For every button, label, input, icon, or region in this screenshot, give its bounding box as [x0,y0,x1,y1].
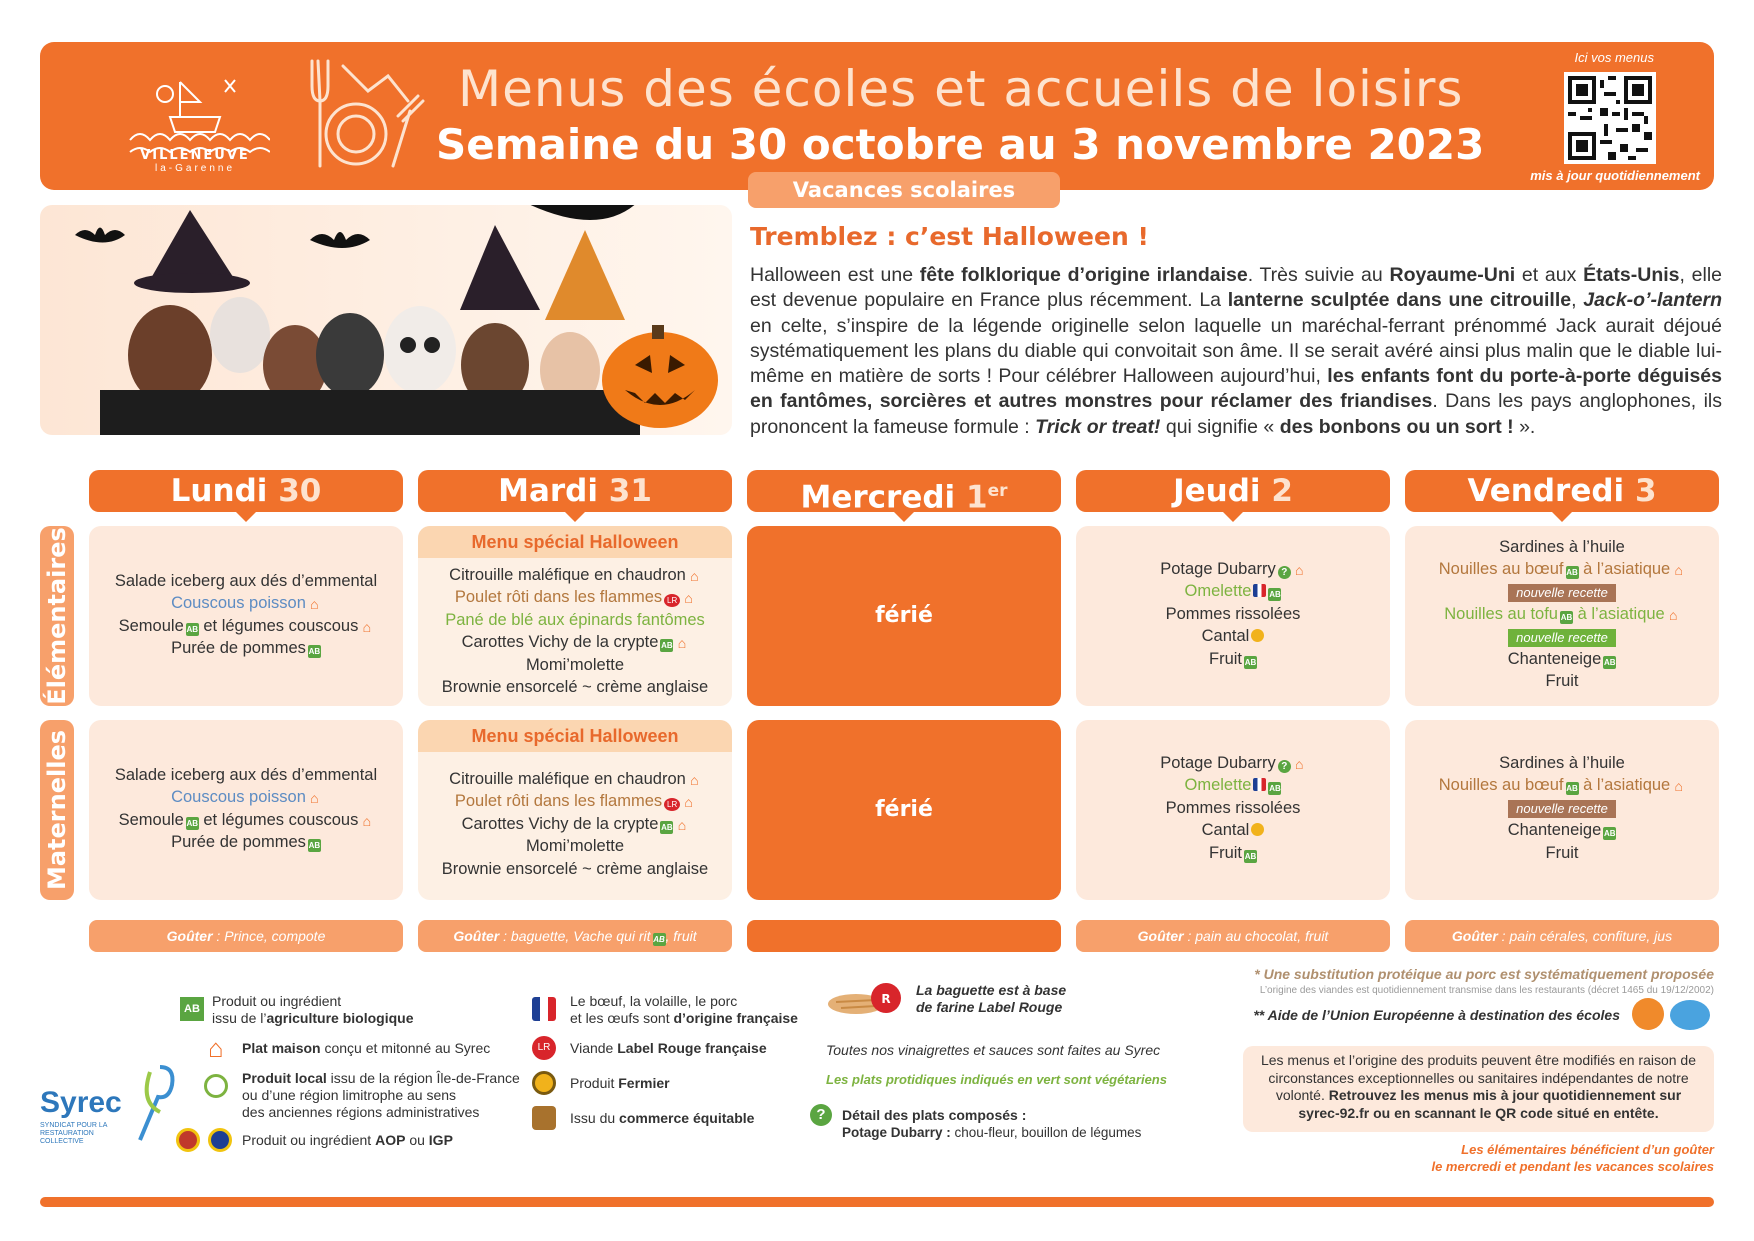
gouter-lundi: Goûter : Prince, compote [89,920,403,952]
legend-aop: Produit ou ingrédient AOP ou IGP [242,1132,453,1149]
plat-maison-icon: ⌂ [1669,607,1678,624]
legend-local: Produit local issu de la région Île-de-France ou d’une région limitrophe au sens des anciennes régions administratives [242,1070,520,1121]
question-icon: ? [810,1104,832,1126]
legend-baguette: La baguette est à base de farine Label Rouge [916,982,1067,1015]
menu-item: Couscous poisson ⌂ [89,592,403,614]
new-recipe-row [1405,626,1719,648]
utensils-icon [298,56,438,176]
menu-item: Citrouille maléfique en chaudron ⌂ [418,564,732,586]
menu-item: Potage Dubarry ? ⌂ [1076,558,1390,580]
menu-item: Sardines à l’huile [1499,538,1625,556]
fermier-icon [1251,823,1264,836]
menu-item: Omelette AB [1184,776,1281,795]
logo-text-group [120,62,270,192]
menu-item: Carottes Vichy de la crypte AB ⌂ [418,631,732,653]
menu-cell-mardi-mat [418,720,732,900]
legend-fermier: Produit Fermier [570,1075,670,1092]
question-icon: ? [1278,566,1291,579]
menu-cell-mercredi-elem: férié [747,526,1061,706]
day-tab-mardi: Mardi 31 [418,470,732,512]
qr-caption-top: Ici vos menus [1574,50,1654,65]
fermier-icon [1251,629,1264,642]
page-subtitle: Semaine du 30 octobre au 3 novembre 2023 [436,120,1485,169]
halloween-children-photo [40,205,732,435]
plat-maison-icon: ⌂ [690,772,699,788]
gouter-mardi: Goûter : baguette, Vache qui rit AB, fruit [418,920,732,952]
plat-maison-icon: ⌂ [1674,562,1683,579]
bio-icon: AB [661,822,673,832]
fermier-icon [532,1071,556,1095]
footer-bar [40,1197,1714,1207]
menu-item: Semoule AB et légumes couscous ⌂ [89,615,403,637]
menu-item: Purée de pommes AB [171,833,321,852]
syrec-name: Syrec [40,1086,122,1119]
plat-maison-icon: ⌂ [362,812,372,829]
menu-item: Nouilles au bœuf AB à l’asiatique ⌂ [1405,774,1719,796]
gouter-mercredi [747,920,1061,952]
bio-icon: AB [308,841,321,851]
syrec-sub: SYNDICAT POUR LA RESTAURATION COLLECTIVE [40,1122,108,1145]
menu-cell-mardi-elem [418,526,732,706]
menu-item: Nouilles au bœuf AB à l’asiatique ⌂ [1405,558,1719,580]
menu-item: Poulet rôti dans les flammes LR ⌂ [418,790,732,812]
menu-item: Citrouille maléfique en chaudron ⌂ [418,768,732,790]
menu-item: Couscous poisson ⌂ [89,786,403,808]
menu-cell-lundi-elem [89,526,403,706]
bio-icon: AB [1244,657,1257,667]
new-recipe-row [1405,797,1719,819]
menu-item: Chanteneige AB [1507,650,1616,669]
menu-item: Cantal [1076,625,1390,647]
gouter-vendredi: Goûter : pain cérales, confiture, jus [1405,920,1719,952]
menu-cell-jeudi-elem [1076,526,1390,706]
menu-item: Fruit AB [1209,843,1257,862]
origine-france-icon [1253,584,1266,597]
plat-maison-icon: ⌂ [690,568,699,584]
menu-item: Pané de blé aux épinards fantômes [445,610,705,629]
special-menu-header: Menu spécial Halloween [418,720,732,752]
bio-icon: AB [308,647,321,657]
bio-icon: AB [661,641,673,651]
qr-code[interactable] [1564,72,1656,164]
legend-vinaigrettes: Toutes nos vinaigrettes et sauces sont faites au Syrec [826,1042,1161,1058]
label-rouge-icon: LR [532,1036,556,1060]
menu-item: Carottes Vichy de la crypte AB ⌂ [418,813,732,835]
menu-item: Poulet rôti dans les flammes LR ⌂ [418,586,732,608]
page-title: Menus des écoles et accueils de loisirs [458,60,1464,118]
bio-icon: AB [186,624,199,634]
new-recipe-badge: nouvelle recette [1508,800,1616,818]
plat-maison-icon: ⌂ [1295,562,1304,578]
menu-item: Pommes rissolées [1165,604,1301,623]
menu-item: Sardines à l’huile [1499,754,1625,772]
menu-item: Brownie ensorcelé ~ crème anglaise [441,678,709,697]
menu-item: Momi’molette [525,837,625,856]
gouter-jeudi: Goûter : pain au chocolat, fruit [1076,920,1390,952]
bio-icon: AB [1566,568,1578,578]
plat-maison-icon: ⌂ [1674,778,1683,795]
logo-name: VILLENEUVE [140,148,250,163]
menu-item: Pommes rissolées [1165,798,1301,817]
menu-item: Salade iceberg aux dés d’emmental [114,766,378,784]
section-label-elementaires: Élémentaires [40,526,74,706]
bio-icon: AB [1604,829,1616,839]
label-rouge-icon: LR [664,594,680,607]
logo-sub: la-Garenne [154,163,236,174]
plat-maison-icon: ⌂ [310,790,319,807]
new-recipe-badge: nouvelle recette [1508,584,1616,602]
bio-icon: AB [1566,784,1578,794]
info-box: Les menus et l’origine des produits peuvent être modifiés en raison de circonstances exceptionnelles ou sanitaires indépendantes de notre volonté. Retrouvez les menus mis à jour quotidiennement sur syrec-92.fr ou en scannant le QR code situé en entête. [1243,1046,1714,1132]
location-pin-icon [204,1074,228,1098]
menu-item: Chanteneige AB [1507,821,1616,840]
day-tab-mercredi: Mercredi 1er [747,470,1061,512]
bio-icon: AB [1604,658,1616,668]
menu-cell-mercredi-mat: férié [747,720,1061,900]
menu-cell-vendredi-mat [1405,720,1719,900]
plat-maison-icon: ⌂ [1295,756,1304,772]
legend-maison: ⌂ Plat maison conçu et mitonné au Syrec [208,1033,491,1063]
menu-item: Brownie ensorcelé ~ crème anglaise [441,859,709,878]
article-title: Tremblez : c’est Halloween ! [750,222,1149,251]
bio-icon: AB [1244,851,1257,861]
plat-maison-icon: ⌂ [362,618,372,635]
plat-maison-icon: ⌂ [684,590,693,607]
menu-item: Purée de pommes AB [171,639,321,658]
day-tab-lundi: Lundi 30 [89,470,403,512]
note-origine: L’origine des viandes est quotidiennement transmise dans les restaurants (décret 1465 du 19/12/2002) [1259,985,1714,996]
header-banner [40,42,1714,190]
lait-ecole-icon [1670,1000,1710,1030]
menu-item: Fruit AB [1209,649,1257,668]
day-tab-vendredi: Vendredi 3 [1405,470,1719,512]
note-gouter: Les élémentaires bénéficient d’un goûter le mercredi et pendant les vacances scolaires [1431,1142,1714,1174]
origine-france-icon [532,997,556,1021]
menu-item: Fruit [1545,843,1579,862]
label-rouge-icon: LR [664,798,680,811]
section-label-maternelles: Maternelles [40,720,74,900]
new-recipe-row [1405,581,1719,603]
bio-icon: AB [653,935,665,944]
legend-equitable: Issu du commerce équitable [570,1110,754,1127]
equitable-icon [532,1106,556,1130]
menu-item: Omelette AB [1184,582,1281,601]
article-body: Halloween est une fête folklorique d’origine irlandaise. Très suivie au Royaume-Uni et aux États-Unis, elle est devenue populaire en France plus récemment. La lanterne sculptée dans une citrouille, Jack-o’-lantern en celte, s’inspire de la légende originelle selon laquelle un maréchal-ferrant prénommé Jack aurait déjoué systématiquement les plans du diable qui convoitait son âme. Il se serait avéré ainsi plus malin que le diable lui-même en matière de sorts ! Pour célébrer Halloween aujourd’hui, les enfants font du porte-à-porte déguisés en fantômes, sorcières et autres monstres pour réclamer des friandises. Dans les pays anglophones, ils prononcent la fameuse formule : Trick or treat! qui signifie « des bonbons ou un sort ! ». [750,264,1722,438]
menu-item: Fruit [1545,672,1579,691]
bio-icon: AB [1560,613,1573,623]
fruit-ecole-icon [1632,998,1664,1030]
menu-item: Salade iceberg aux dés d’emmental [114,572,378,590]
qr-caption-bottom: mis à jour quotidiennement [1530,168,1700,183]
bio-icon: AB [1269,784,1281,794]
day-tab-jeudi: Jeudi 2 [1076,470,1390,512]
menu-item: Nouilles au tofu AB à l’asiatique ⌂ [1405,603,1719,625]
bio-icon: AB [186,818,199,828]
origine-france-icon [1253,778,1266,791]
question-icon: ? [1278,760,1291,773]
legend-label-rouge: LR Viande Label Rouge française [570,1040,767,1057]
new-recipe-badge: nouvelle recette [1508,629,1616,647]
bio-icon: AB [180,997,204,1021]
plat-maison-icon: ⌂ [677,816,687,833]
note-substitution: * Une substitution protéique au porc est systématiquement proposée [1254,966,1714,982]
legend-vegetariens: Les plats protidiques indiqués en vert sont végétariens [826,1072,1167,1087]
menu-item: Potage Dubarry ? ⌂ [1076,752,1390,774]
menu-item: Momi’molette [525,655,625,674]
baguette-label-rouge-icon [826,980,910,1020]
special-menu-header: Menu spécial Halloween [418,526,732,558]
menu-item: Semoule AB et légumes couscous ⌂ [89,809,403,831]
svg-text:R: R [881,992,891,1006]
menu-cell-lundi-mat [89,720,403,900]
note-ue: ** Aide de l’Union Européenne à destination des écoles [1253,1007,1620,1023]
menu-cell-vendredi-elem [1405,526,1719,706]
plat-maison-icon: ⌂ [310,596,319,613]
plat-maison-icon: ⌂ [684,794,693,811]
igp-icon [208,1128,232,1152]
vacances-badge: Vacances scolaires [748,172,1060,208]
bio-icon: AB [1269,590,1281,600]
legend-bio: AB Produit ou ingrédient issu de l’agriculture biologique [212,993,413,1027]
plat-maison-icon: ⌂ [208,1033,224,1063]
legend-detail: ? Détail des plats composés : Potage Dubarry : chou-fleur, bouillon de légumes [842,1107,1141,1141]
syrec-logo [40,1072,180,1152]
menu-cell-jeudi-mat [1076,720,1390,900]
menu-item: Cantal [1076,819,1390,841]
legend-origine-france: Le bœuf, la volaille, le porc et les œufs sont d’origine française [570,993,798,1027]
plat-maison-icon: ⌂ [677,635,687,652]
